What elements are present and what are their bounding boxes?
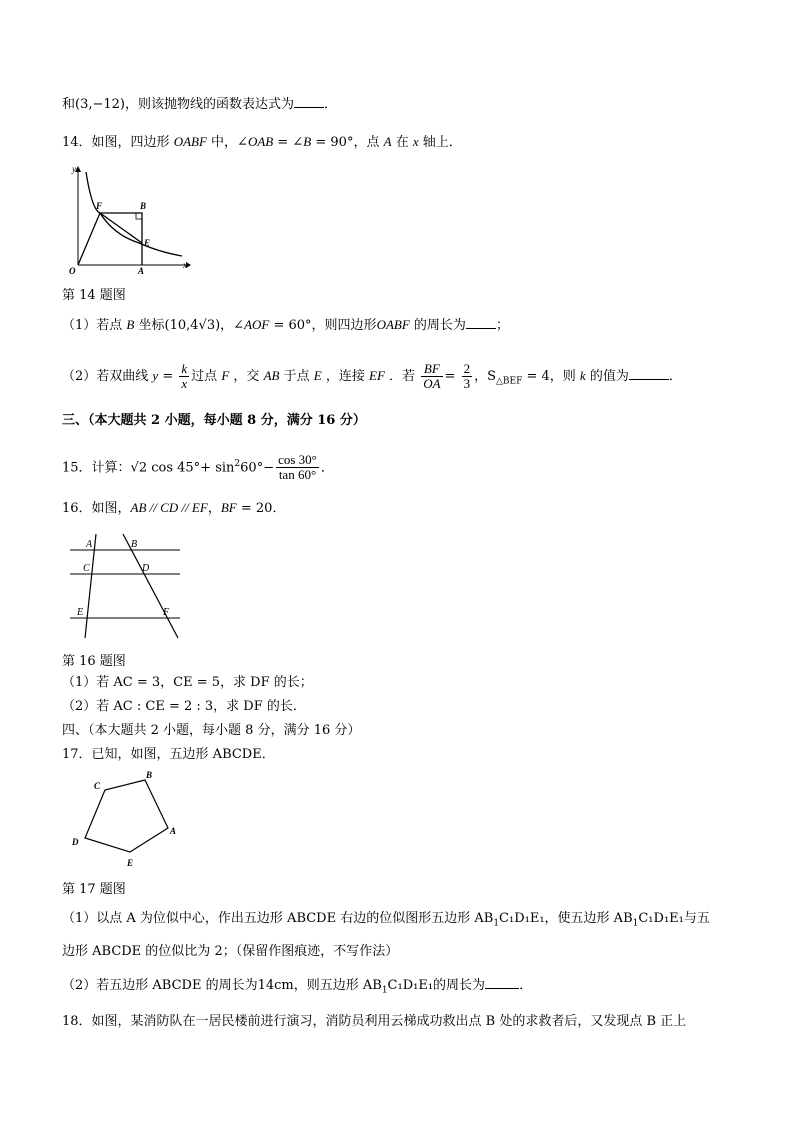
section-4-heading: 四、（本大题共 2 小题，每小题 8 分，满分 16 分） (62, 723, 361, 738)
label-F: F (96, 201, 103, 211)
answer-blank (485, 976, 519, 989)
label-F: F (163, 607, 170, 618)
answer-blank (466, 316, 496, 329)
label-E: E (144, 238, 151, 248)
figure-17 (66, 768, 186, 873)
figure-14 (64, 160, 194, 275)
label-B: B (146, 770, 153, 780)
label-A: A (138, 266, 145, 275)
figure-16 (66, 530, 186, 640)
label-D: D (142, 563, 150, 574)
label-y: y (72, 164, 76, 174)
caption-16: 第 16 题图 (62, 654, 126, 669)
label-E: E (127, 858, 134, 868)
q17-part1-cont: 边形 ABCDE 的位似比为 2；（保留作图痕迹，不写作法） (62, 944, 399, 959)
label-x: x (183, 260, 187, 270)
label-B: B (131, 539, 138, 550)
q14-stem: 14．如图，四边形 OABF 中，∠OAB = ∠B = 90°，点 A 在 x 轴上． (62, 134, 462, 150)
q17-stem: 17．已知，如图，五边形 ABCDE． (62, 747, 275, 762)
label-E: E (77, 607, 84, 618)
q16-part1: （1）若 AC = 3，CE = 5，求 DF 的长； (62, 675, 313, 690)
q14-part1: （1）若点 B 坐标(10,4√3)，∠AOF = 60°，则四边形OABF 的周长为 ； (62, 317, 509, 333)
answer-blank (629, 367, 669, 380)
caption-14: 第 14 题图 (62, 288, 126, 303)
label-B: B (140, 201, 147, 211)
label-C: C (94, 781, 101, 791)
q16-part2: （2）若 AC : CE = 2 : 3，求 DF 的长． (62, 699, 306, 714)
label-O: O (69, 266, 76, 275)
q14-part2: （2）若双曲线 y = $\frac{k}{x}$ 过点 F ，交 AB 于点 E ，连接 EF ．若 $\frac{BF}{OA}$ = $\frac{2}{3}$ ，$S_{\triangle BEF} = 4$，则 k 的值为 ． (62, 361, 682, 391)
label-A: A (86, 539, 93, 550)
q16-stem: 16．如图，AB // CD // EF，BF = 20． (62, 500, 286, 516)
line-q13-tail: 和(3,−12)，则该抛物线的函数表达式为 ． (62, 97, 337, 112)
answer-blank (294, 95, 324, 108)
q17-part2: （2）若五边形 ABCDE 的周长为14cm，则五边形 $AB_1C_1D_1E_1$的周长为 ． (62, 978, 533, 996)
label-C: C (83, 563, 90, 574)
caption-17: 第 17 题图 (62, 882, 126, 897)
q18-stem: 18．如图，某消防队在一居民楼前进行演习，消防员利用云梯成功救出点 B 处的求救者后，又发现点 B 正上 (62, 1014, 687, 1029)
label-D: D (72, 837, 79, 847)
q15: 15．计算：√2 $\cos 45^\circ+ \sin^260^\circ-$ $\frac{\cos 30^\circ}{\tan 60^\circ}$ ． (62, 452, 334, 483)
section-3-heading: 三、（本大题共 2 小题，每小题 8 分，满分 16 分） (62, 413, 366, 428)
q17-part1: （1）以点 A 为位似中心，作出五边形 ABCDE 右边的位似图形五边形 $AB_1C_1D_1E_1$，使五边形 $AB_1C_1D_1E_1$与五 (62, 911, 710, 929)
label-A: A (170, 826, 177, 836)
